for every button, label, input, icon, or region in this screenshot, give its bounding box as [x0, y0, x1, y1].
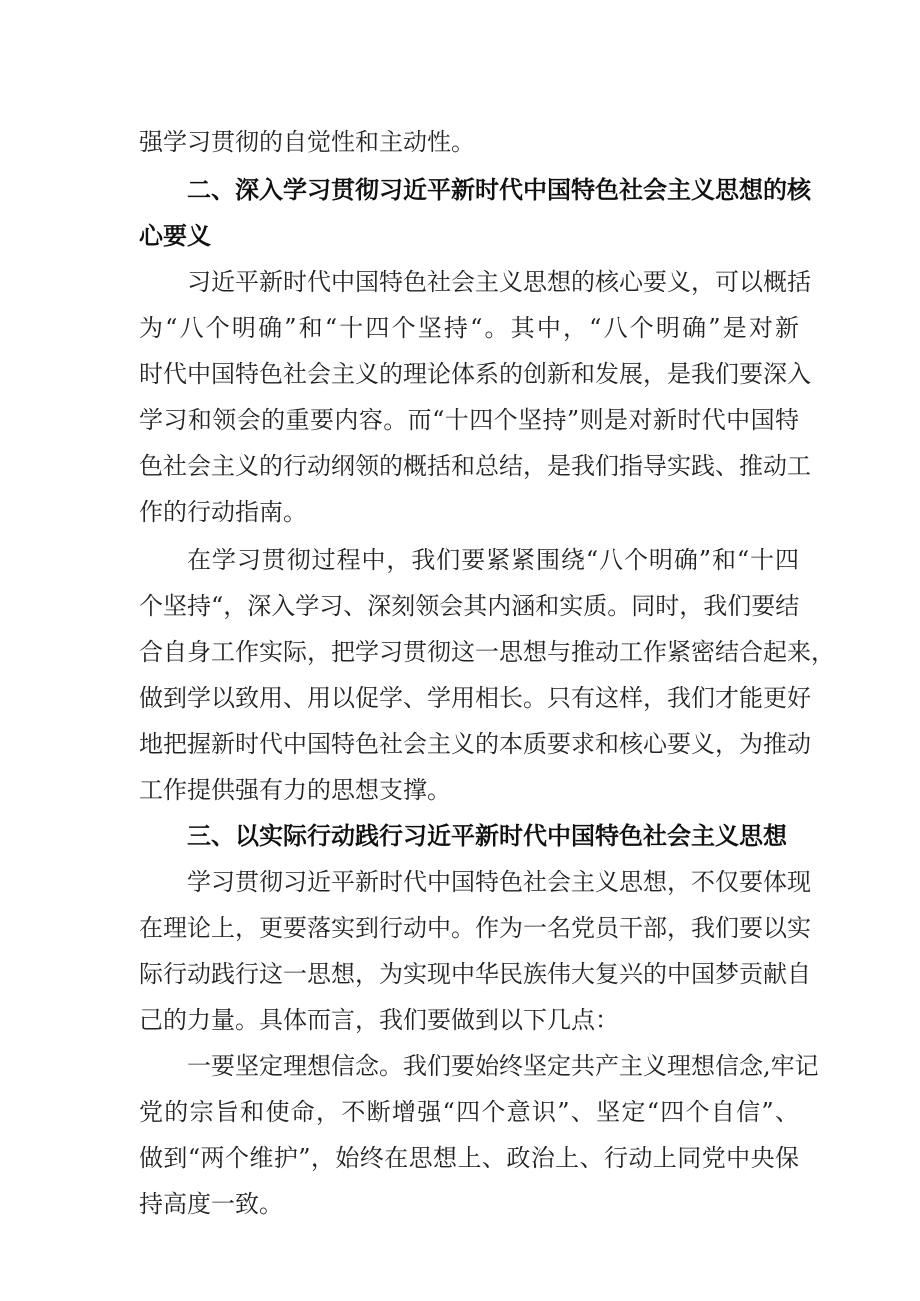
- paragraph-line: 习近平新时代中国特色社会主义思想的核心要义，可以概括: [187, 268, 811, 296]
- paragraph-line: 作的行动指南。: [139, 498, 307, 526]
- paragraph-line: 时代中国特色社会主义的理论体系的创新和发展，是我们要深入: [139, 360, 811, 388]
- paragraph-line: 做到“两个维护”，始终在思想上、政治上、行动上同党中央保: [139, 1144, 799, 1172]
- paragraph-line: 在学习贯彻过程中，我们要紧紧围绕“八个明确”和“十四: [187, 546, 799, 574]
- paragraph-line: 合自身工作实际，把学习贯彻这一思想与推动工作紧密结合起来，: [139, 638, 835, 666]
- paragraph-line: 个坚持“，深入学习、深刻领会其内涵和实质。同时，我们要结: [139, 592, 800, 620]
- paragraph-line: 持高度一致。: [139, 1190, 283, 1218]
- paragraph-line: 党的宗旨和使命，不断增强“四个意识”、坚定“四个自信”、: [139, 1098, 799, 1126]
- paragraph-line: 一要坚定理想信念。我们要始终坚定共产主义理想信念,牢记: [187, 1052, 819, 1080]
- paragraph-line: 在理论上，更要落实到行动中。作为一名党员干部，我们要以实: [139, 914, 811, 942]
- paragraph-line: 工作提供强有力的思想支撑。: [139, 776, 451, 804]
- paragraph-line: 色社会主义的行动纲领的概括和总结，是我们指导实践、推动工: [139, 452, 811, 480]
- paragraph-line: 学习贯彻习近平新时代中国特色社会主义思想，不仅要体现: [187, 868, 811, 896]
- paragraph-line: 做到学以致用、用以促学、学用相长。只有这样，我们才能更好: [139, 684, 811, 712]
- paragraph-line: 己的力量。具体而言，我们要做到以下几点：: [139, 1006, 619, 1034]
- section-heading-2-line-1: 二、深入学习贯彻习近平新时代中国特色社会主义思想的核: [187, 176, 811, 204]
- section-heading-3: 三、以实际行动践行习近平新时代中国特色社会主义思想: [187, 822, 787, 850]
- paragraph-line: 强学习贯彻的自觉性和主动性。: [139, 128, 475, 156]
- paragraph-line: 学习和领会的重要内容。而“十四个坚持”则是对新时代中国特: [139, 406, 799, 434]
- section-heading-2-line-2: 心要义: [139, 222, 211, 250]
- paragraph-line: 为“八个明确”和“十四个坚持“。其中，“八个明确”是对新: [139, 314, 799, 342]
- paragraph-line: 际行动践行这一思想，为实现中华民族伟大复兴的中国梦贡献自: [139, 960, 811, 988]
- paragraph-line: 地把握新时代中国特色社会主义的本质要求和核心要义，为推动: [139, 730, 811, 758]
